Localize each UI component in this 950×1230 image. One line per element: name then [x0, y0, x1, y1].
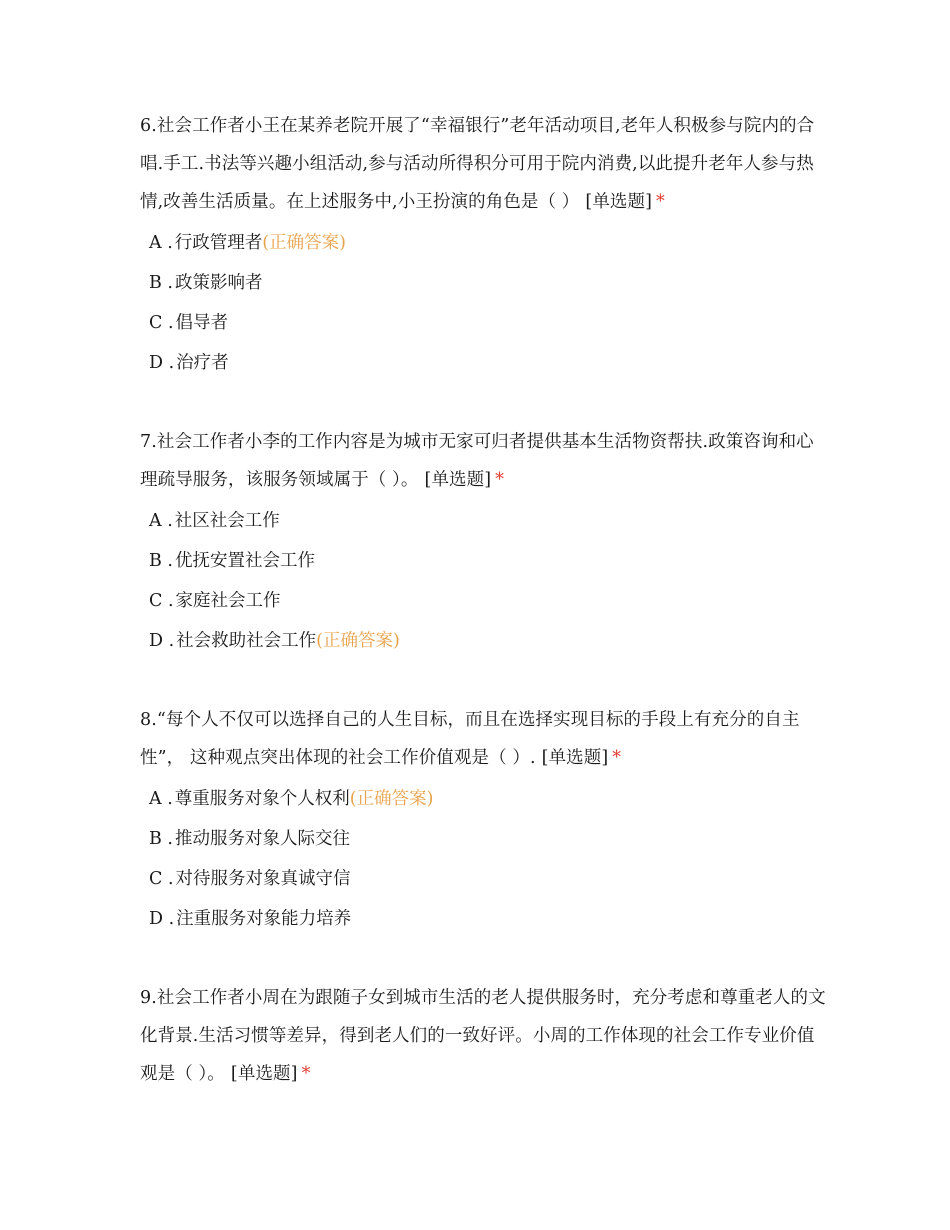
correct-answer-label: (正确答案) — [316, 631, 400, 651]
question-text — [140, 979, 830, 1093]
option-c[interactable] — [149, 859, 830, 899]
option-letter: B . — [149, 273, 173, 293]
option-letter: B . — [149, 551, 173, 571]
question-type: [单选题] — [230, 1064, 298, 1084]
option-list — [140, 223, 830, 383]
correct-answer-label: (正确答案) — [349, 789, 434, 809]
question-stem: 社会工作者小王在某养老院开展了“幸福银行”老年活动项目,老年人积极参与院内的合唱.手工.书法等兴趣小组活动,参与活动所得积分可用于院内消费,以此提升老年人参与热情,改善生活质量。在上述服务中,小王扮演的角色是（ ） — [140, 116, 815, 212]
option-text: 行政管理者 — [174, 233, 263, 253]
question-type: [单选题] — [585, 192, 653, 212]
question-text — [140, 701, 830, 777]
option-d[interactable] — [149, 621, 830, 661]
option-letter: A . — [149, 511, 173, 531]
option-text: 注重服务对象能力培养 — [176, 909, 352, 929]
option-letter: A . — [149, 789, 173, 809]
option-letter: A . — [149, 233, 173, 253]
option-c[interactable] — [149, 303, 830, 343]
option-a[interactable] — [149, 779, 830, 819]
question-9 — [140, 979, 830, 1093]
question-type: [单选题] — [541, 748, 609, 768]
question-stem: 社会工作者小周在为跟随子女到城市生活的老人提供服务时，充分考虑和尊重老人的文化背景.生活习惯等差异，得到老人们的一致好评。小周的工作体现的社会工作专业价值观是（ ）。 — [140, 988, 826, 1084]
option-text: 尊重服务对象个人权利 — [174, 789, 350, 809]
required-mark: * — [301, 1064, 311, 1084]
option-text: 优抚安置社会工作 — [175, 551, 315, 571]
questionnaire-page — [140, 107, 830, 1133]
option-a[interactable] — [149, 501, 830, 541]
option-letter: C . — [149, 591, 174, 611]
option-c[interactable] — [149, 581, 830, 621]
option-b[interactable] — [149, 263, 830, 303]
option-letter: D . — [149, 909, 175, 929]
question-stem: 社会工作者小李的工作内容是为城市无家可归者提供基本生活物资帮扶.政策咨询和心理疏导服务，该服务领域属于（ ）。 — [140, 432, 814, 490]
question-number: 8. — [140, 710, 157, 730]
option-d[interactable] — [149, 899, 830, 939]
option-b[interactable] — [149, 541, 830, 581]
question-number: 7. — [140, 432, 157, 452]
question-stem: “每个人不仅可以选择自己的人生目标，而且在选择实现目标的手段上有充分的自主性”， 这种观点突出体现的社会工作价值观是（ ）. — [140, 710, 800, 768]
option-text: 社区社会工作 — [174, 511, 280, 531]
question-number: 6. — [140, 116, 157, 136]
option-list — [140, 779, 830, 939]
option-letter: C . — [149, 869, 174, 889]
option-letter: D . — [149, 353, 175, 373]
option-a[interactable] — [149, 223, 830, 263]
question-8 — [140, 701, 830, 939]
question-type: [单选题] — [424, 470, 492, 490]
question-text — [140, 107, 830, 221]
option-letter: B . — [149, 829, 173, 849]
option-text: 治疗者 — [176, 353, 229, 373]
option-text: 推动服务对象人际交往 — [175, 829, 350, 849]
required-mark: * — [656, 192, 665, 212]
option-letter: D . — [149, 631, 175, 651]
option-text: 政策影响者 — [175, 273, 263, 293]
option-text: 社会救助社会工作 — [176, 631, 317, 651]
option-list — [140, 501, 830, 661]
question-6 — [140, 107, 830, 383]
option-text: 家庭社会工作 — [175, 591, 281, 611]
question-number: 9. — [140, 988, 157, 1008]
option-d[interactable] — [149, 343, 830, 383]
option-letter: C . — [149, 313, 174, 333]
question-7 — [140, 423, 830, 661]
option-b[interactable] — [149, 819, 830, 859]
correct-answer-label: (正确答案) — [262, 233, 346, 253]
option-text: 倡导者 — [175, 313, 229, 333]
required-mark: * — [495, 470, 505, 490]
option-text: 对待服务对象真诚守信 — [175, 869, 351, 889]
required-mark: * — [612, 748, 622, 768]
question-text — [140, 423, 830, 499]
